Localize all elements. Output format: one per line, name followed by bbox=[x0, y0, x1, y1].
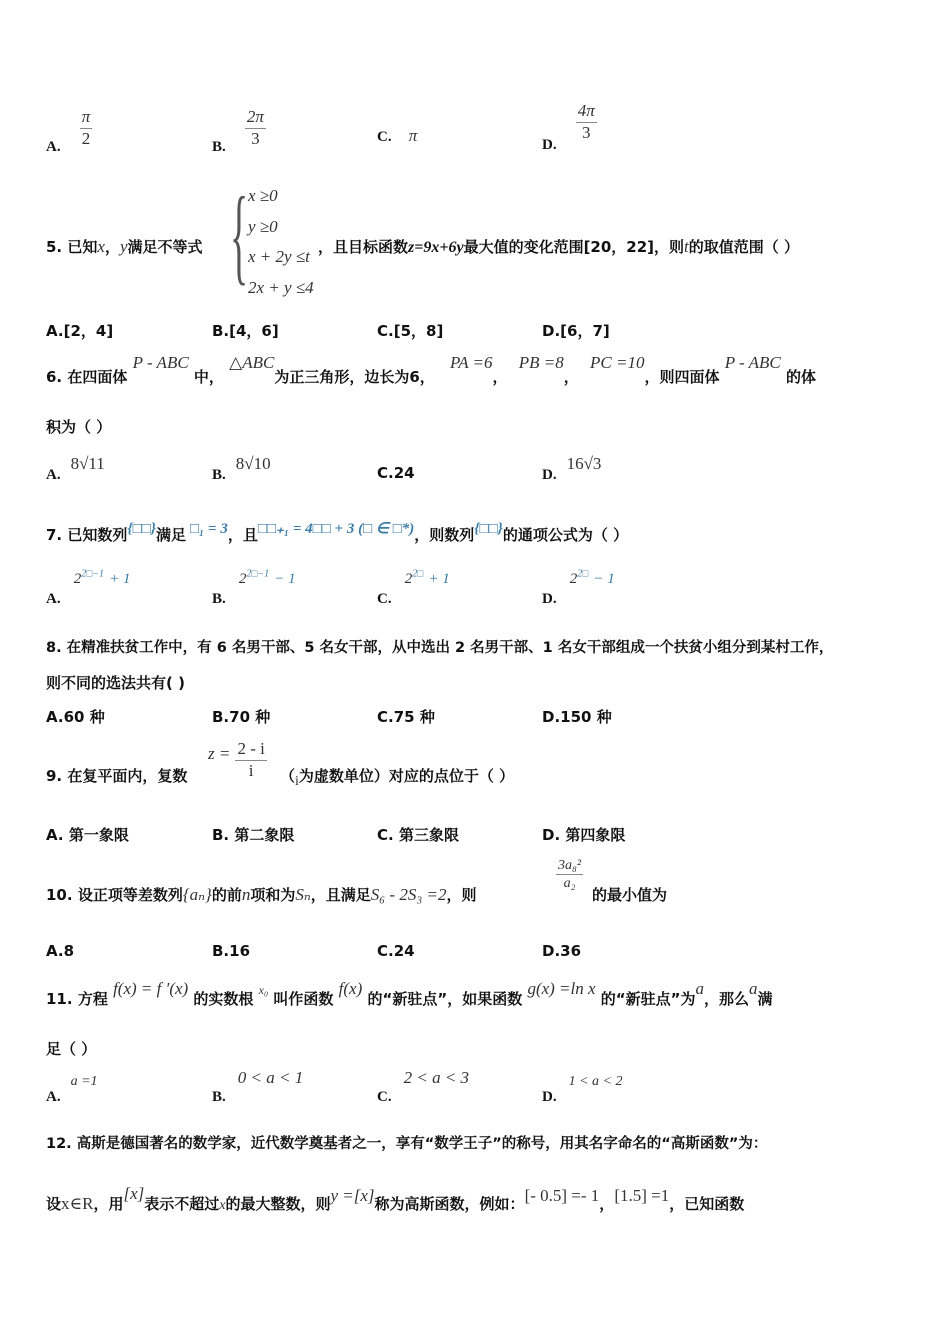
q9-option-a: A. 第一象限 bbox=[46, 826, 129, 844]
q7-option-a: A. $2^{2□-1} + 1$ bbox=[46, 568, 131, 607]
q4-option-b: B. $\frac{2\pi}{3}$ bbox=[212, 107, 264, 155]
q10-option-b: B.16 bbox=[212, 942, 251, 960]
q10-option-c: C.24 bbox=[377, 942, 415, 960]
q9-option-b: B. 第二象限 bbox=[212, 826, 295, 844]
q8-option-d: D.150 种 bbox=[542, 708, 612, 726]
q4-option-a-value: $\frac{\pi}{2}$ bbox=[81, 107, 91, 148]
q8-option-a: A.60 种 bbox=[46, 708, 105, 726]
q6-stem-line-2: 积为（ ） bbox=[46, 418, 112, 436]
q6-option-b: B.8√10 bbox=[212, 454, 271, 483]
q6-stem-line-1: 6. 在四面体 P - ABC 中， △ABC为正三角形，边长为6， PA =6， PB =8， PC =10，则四面体 P - ABC 的体 bbox=[46, 353, 817, 386]
q10-stem-end: 的最小值为 bbox=[592, 886, 668, 904]
q12-stem-line-2: 设x∈R，用[x]表示不超过x的最大整数，则y =[x]称为高斯函数，例如：[- 0.5] =- 1，[1.5] =1，已知函数 bbox=[46, 1184, 745, 1213]
q11-stem-line-1: 11. 方程 f(x) = f ′(x) 的实数根 $^{x_0}$ 叫作函数 f(x) 的“新驻点”，如果函数 g(x) =ln x 的“新驻点”为a，那么a满 bbox=[46, 979, 773, 1008]
q10-fraction: $\frac{\text{3a₈²}}{\text{a₂}}$ bbox=[558, 858, 582, 892]
q11-stem-line-2: 足（ ） bbox=[46, 1040, 97, 1058]
q5-option-d: D.[6，7] bbox=[542, 322, 610, 340]
q6-option-a: A.8√11 bbox=[46, 454, 105, 483]
q9-stem-end: （i为虚数单位）对应的点位于（ ） bbox=[280, 767, 515, 789]
left-brace-icon: { bbox=[230, 176, 249, 295]
q7-option-b: B. $2^{2□-1} - 1$ bbox=[212, 568, 296, 607]
q8-option-c: C.75 种 bbox=[377, 708, 435, 726]
q8-stem-line-1: 8. 在精准扶贫工作中，有 6 名男干部、5 名女干部，从中选出 2 名男干部、1 名女干部组成一个扶贫小组分到某村工作， bbox=[46, 640, 834, 656]
q12-stem-line-1: 12. 高斯是德国著名的数学家，近代数学奠基者之一，享有“数学王子”的称号，用其名字命名的“高斯函数”为： bbox=[46, 1136, 768, 1152]
q4-option-d-value: $\frac{4\pi}{3}$ bbox=[577, 101, 595, 142]
q5-option-c: C.[5，8] bbox=[377, 322, 444, 340]
q4-option-c: C. π bbox=[377, 126, 418, 145]
q4-option-b-value: $\frac{2\pi}{3}$ bbox=[246, 107, 264, 148]
q8-stem-line-2: 则不同的选法共有( ) bbox=[46, 674, 185, 692]
q11-option-d: D.1 < a < 2 bbox=[542, 1074, 623, 1105]
q10-option-a: A.8 bbox=[46, 942, 75, 960]
q6-option-d: D.16√3 bbox=[542, 454, 602, 483]
q7-stem: 7. 已知数列{□□}满足 □₁ = 3，且□□₊₁ = 4□□ + 3 (□ ∈ □*)，则数列{□□}的通项公式为（ ） bbox=[46, 521, 629, 544]
q7-option-d: D. $2^{2□} - 1$ bbox=[542, 568, 615, 607]
q10-stem: 10. 设正项等差数列{aₙ}的前n项和为Sₙ，且满足S₆ - 2S₃ =2，则 bbox=[46, 885, 477, 904]
q4-option-a: A. $\frac{\pi}{2}$ bbox=[46, 107, 91, 155]
q11-option-a: A.a =1 bbox=[46, 1074, 98, 1105]
q9-option-c: C. 第三象限 bbox=[377, 826, 459, 844]
q7-option-c: C. $2^{2□} + 1$ bbox=[377, 568, 450, 607]
q6-option-c: C.24 bbox=[377, 464, 415, 482]
q11-option-b: B.0 < a < 1 bbox=[212, 1068, 304, 1105]
q5-stem-end: ，且目标函数z=9x+6y最大值的变化范围[20，22]，则t的取值范围（ ） bbox=[318, 237, 800, 256]
q5-option-a: A.[2，4] bbox=[46, 322, 114, 340]
q10-option-d: D.36 bbox=[542, 942, 582, 960]
q4-option-d: D. $\frac{4\pi}{3}$ bbox=[542, 101, 595, 153]
q9-stem: 9. 在复平面内，复数 bbox=[46, 767, 188, 785]
q5-stem-start: 5. 已知x，y满足不等式 bbox=[46, 237, 203, 256]
q8-option-b: B.70 种 bbox=[212, 708, 271, 726]
q9-option-d: D. 第四象限 bbox=[542, 826, 626, 844]
q11-option-c: C.2 < a < 3 bbox=[377, 1068, 470, 1105]
q5-inequality-system: { x ≥0 y ≥0 x + 2y ≤t 2x + y ≤4 bbox=[230, 176, 314, 297]
q9-complex-expression: z = $\frac{2 - i}{i}$ bbox=[208, 739, 265, 780]
q5-option-b: B.[4，6] bbox=[212, 322, 279, 340]
